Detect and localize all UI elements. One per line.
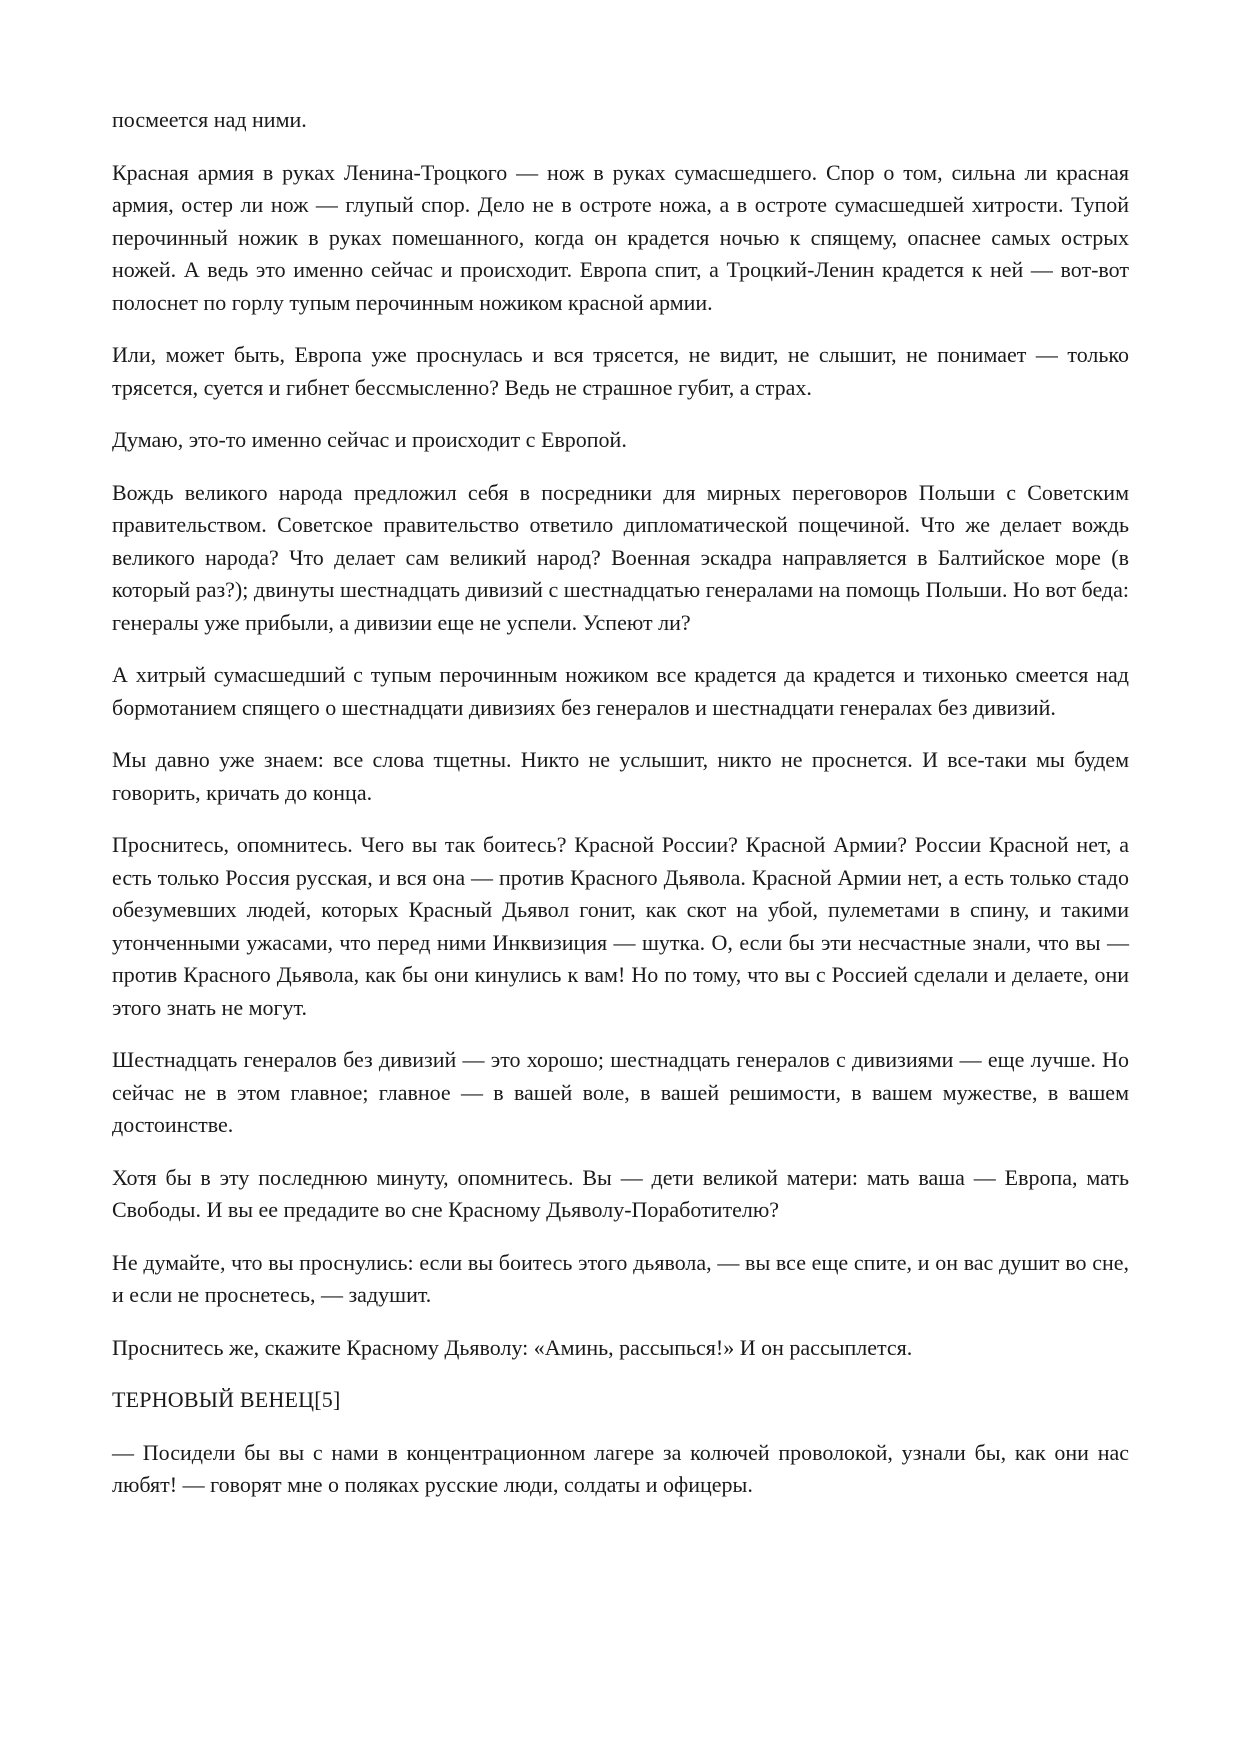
paragraph-1: посмеется над ними. [112,107,307,132]
paragraph-12: Проснитесь же, скажите Красному Дьяволу: «Аминь, рассыпься!» И он рассыплется. [112,1334,913,1360]
paragraph-6: А хитрый сумасшедший с тупым перочинным ножиком все крадется да крадется и тихонько смеется над бормотанием спящего о шестнадцати дивизиях без генералов и шестнадцати генералах без дивизий. [112,662,1129,720]
paragraph-10: Хотя бы в эту последнюю минуту, опомнитесь. Вы — дети великой матери: мать ваша — Европа, мать Свободы. И вы ее предадите во сне Красному Дьяволу-Поработителю? [112,1164,1129,1222]
section-heading: ТЕРНОВЫЙ ВЕНЕЦ[5] [112,1387,341,1412]
paragraph-3: Или, может быть, Европа уже проснулась и вся трясется, не видит, не слышит, не понимает — только трясется, суется и гибнет бессмысленно? Ведь не страшное губит, а страх. [112,342,1129,400]
paragraph-9: Шестнадцать генералов без дивизий — это хорошо; шестнадцать генералов с дивизиями — еще лучше. Но сейчас не в этом главное; главное — в вашей воле, в вашей решимости, в вашем мужестве, в вашем достоинстве. [112,1047,1129,1137]
paragraph-8: Проснитесь, опомнитесь. Чего вы так боитесь? Красной России? Красной Армии? России Красной нет, а есть только Россия русская, и вся она — против Красного Дьявола. Красной Армии нет, а есть только стадо обезумевших людей, которых Красный Дьявол гонит, как скот на убой, пулеметами в спину, и такими утонченными ужасами, что перед ними Инквизиция — шутка. О, если бы эти несчастные знали, что вы — против Красного Дьявола, как бы они кинулись к вам! Но по тому, что вы с Россией сделали и делаете, они этого знать не могут. [112,832,1129,1020]
paragraph-11: Не думайте, что вы проснулись: если вы боитесь этого дьявола, — вы все еще спите, и он вас душит во сне, и если не проснетесь, — задушит. [112,1249,1129,1307]
paragraph-4: Думаю, это-то именно сейчас и происходит с Европой. [112,427,627,452]
closing-paragraph: — Посидели бы вы с нами в концентрационном лагере за колючей проволокой, узнали бы, как они нас любят! — говорят мне о поляках русские люди, солдаты и офицеры. [112,1439,1129,1497]
document-page [112,104,1129,1522]
paragraph-5: Вождь великого народа предложил себя в посредники для мирных переговоров Польши с Советским правительством. Советское правительство ответило дипломатической пощечиной. Что же делает вождь великого народа? Что делает сам великий народ? Военная эскадра направляется в Балтийское море (в который раз?); двинуты шестнадцать дивизий с шестнадцатью генералами на помощь Польши. Но вот беда: генералы уже прибыли, а дивизии еще не успели. Успеют ли? [112,479,1129,635]
paragraph-7: Мы давно уже знаем: все слова тщетны. Никто не услышит, никто не проснется. И все-таки мы будем говорить, кричать до конца. [112,747,1129,805]
paragraph-2: Красная армия в руках Ленина-Троцкого — нож в руках сумасшедшего. Спор о том, сильна ли красная армия, остер ли нож — глупый спор. Дело не в остроте ножа, а в остроте сумасшедшей хитрости. Тупой перочинный ножик в руках помешанного, когда он крадется ночью к спящему, опаснее самых острых ножей. А ведь это именно сейчас и происходит. Европа спит, а Троцкий-Ленин крадется к ней — вот-вот полоснет по горлу тупым перочинным ножиком красной армии. [112,159,1129,315]
